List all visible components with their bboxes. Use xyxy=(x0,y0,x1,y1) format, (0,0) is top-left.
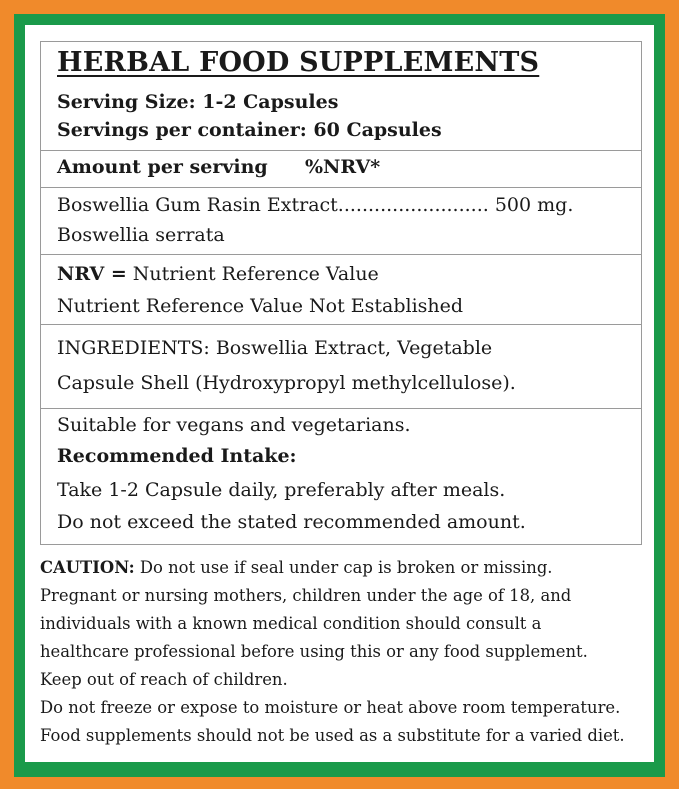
serving-size: Serving Size: 1-2 Capsules xyxy=(57,91,339,113)
nrv-note-section xyxy=(41,254,641,324)
nrv-abbr: NRV = xyxy=(57,263,127,285)
caution-line-2: Pregnant or nursing mothers, children under the age of 18, and xyxy=(40,586,572,605)
recommended-intake-heading: Recommended Intake: xyxy=(57,445,297,467)
ingredients-line-1: INGREDIENTS: Boswellia Extract, Vegetable xyxy=(57,337,493,359)
caution-line-7: Food supplements should not be used as a substitute for a varied diet. xyxy=(40,726,625,745)
caution-line-4: healthcare professional before using this or any food supplement. xyxy=(40,642,588,661)
label-title: HERBAL FOOD SUPPLEMENTS xyxy=(57,47,540,78)
ingredients-section xyxy=(41,324,641,408)
vegan-note: Suitable for vegans and vegetarians. xyxy=(57,414,411,436)
caution-line-1 xyxy=(40,558,553,577)
amount-per-serving-label: Amount per serving xyxy=(57,156,268,178)
amount-row xyxy=(41,150,641,187)
header-section xyxy=(41,42,641,150)
extract-botanical-name: Boswellia serrata xyxy=(57,224,225,246)
intake-warning: Do not exceed the stated recommended amount. xyxy=(57,511,526,533)
extract-section xyxy=(41,187,641,254)
nrv-column-label: %NRV* xyxy=(305,156,381,178)
intake-instruction: Take 1-2 Capsule daily, preferably after meals. xyxy=(57,479,506,501)
caution-line-6: Do not freeze or expose to moisture or heat above room temperature. xyxy=(40,698,621,717)
extract-amount: Boswellia Gum Rasin Extract......................... 500 mg. xyxy=(57,194,574,216)
supplement-facts-table xyxy=(40,41,642,545)
caution-line-5: Keep out of reach of children. xyxy=(40,670,288,689)
caution-line-3: individuals with a known medical condition should consult a xyxy=(40,614,542,633)
label-panel xyxy=(25,25,654,762)
intake-section xyxy=(41,408,641,546)
caution-text-1: Do not use if seal under cap is broken or missing. xyxy=(134,558,553,577)
ingredients-line-2: Capsule Shell (Hydroxypropyl methylcellulose). xyxy=(57,372,516,394)
nrv-definition-text: Nutrient Reference Value xyxy=(126,263,379,285)
nrv-not-established: Nutrient Reference Value Not Established xyxy=(57,295,464,317)
servings-per-container: Servings per container: 60 Capsules xyxy=(57,119,442,141)
caution-label: CAUTION: xyxy=(40,558,135,577)
nrv-definition xyxy=(57,263,379,285)
